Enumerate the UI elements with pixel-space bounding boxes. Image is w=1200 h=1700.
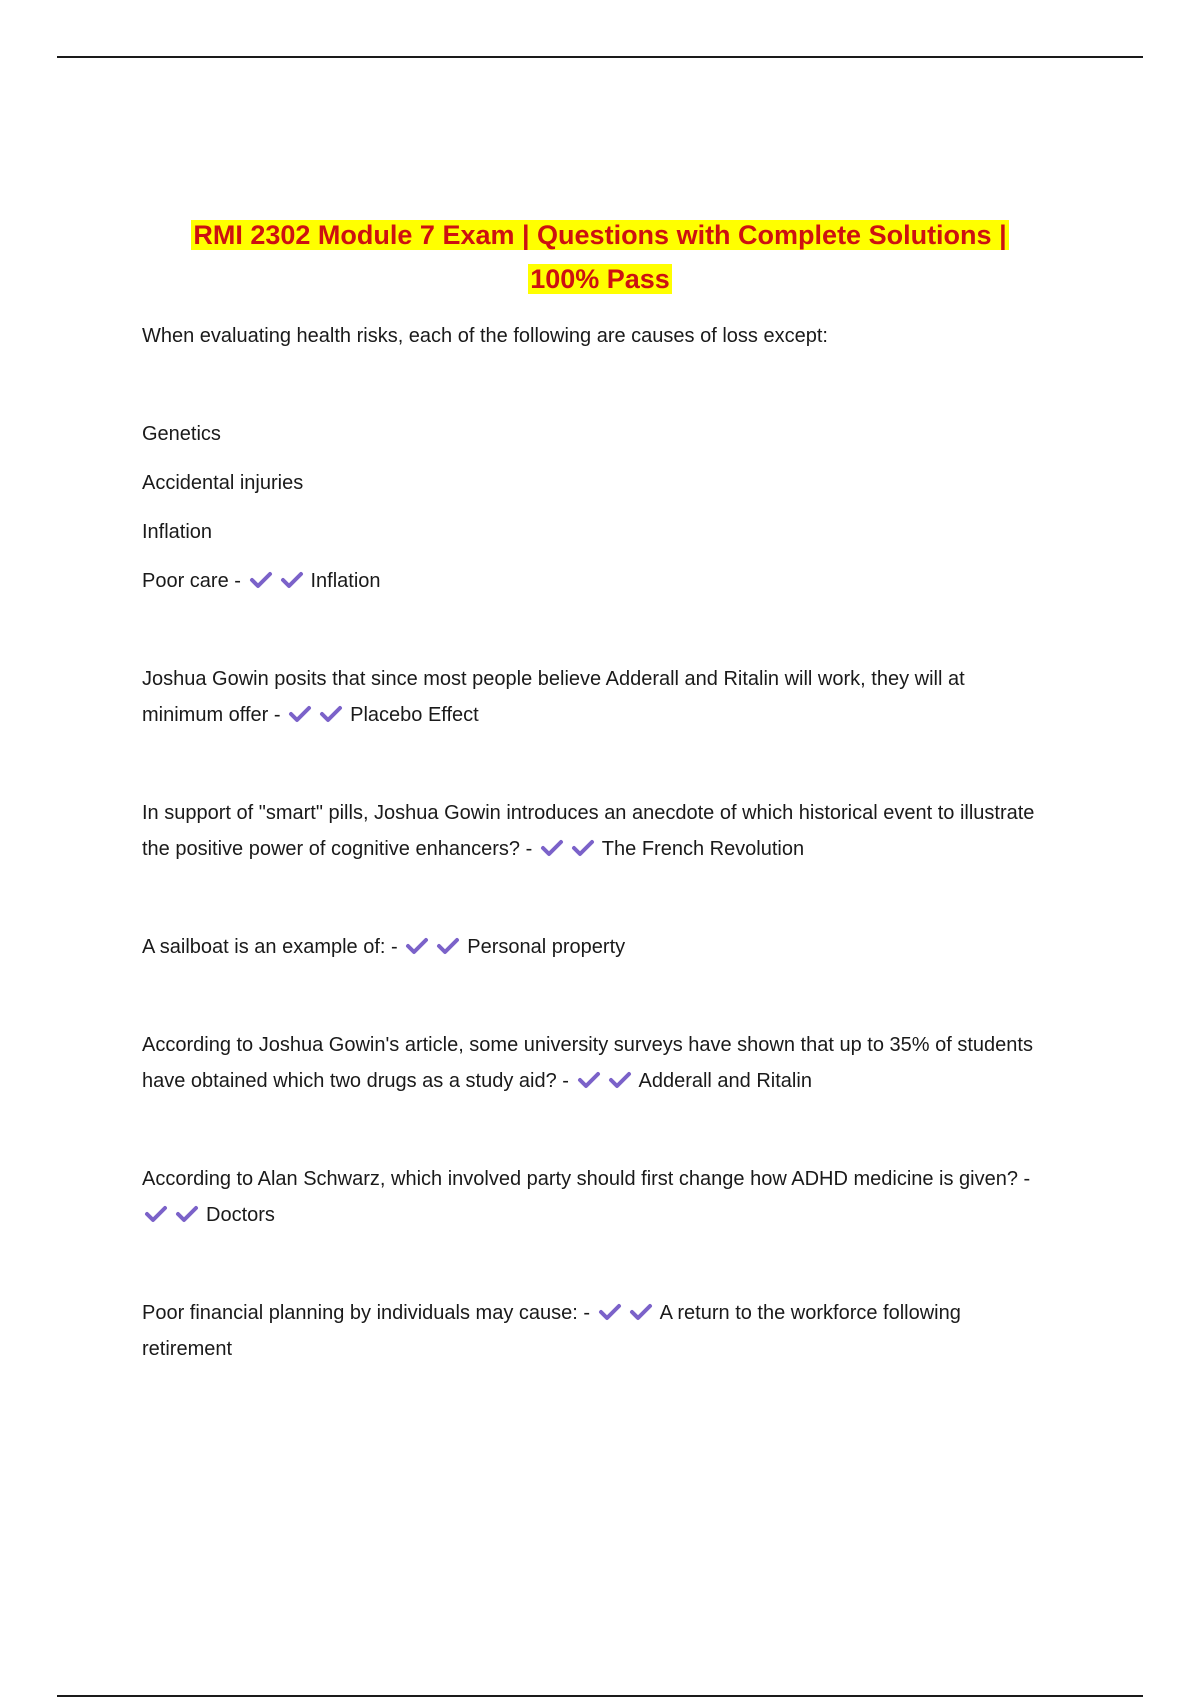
check-icon: [288, 704, 312, 724]
check-icon: [598, 1302, 622, 1322]
question-text: In support of "smart" pills, Joshua Gowin introduces an anecdote of which historical event to illustrate the positive power of cognitive enhancers? -: [142, 802, 1035, 860]
qa-item: [142, 1027, 1042, 1099]
answer-text: Personal property: [467, 936, 626, 958]
answer-text: Adderall and Ritalin: [638, 1070, 812, 1092]
check-icon: [405, 936, 429, 956]
check-icon: [608, 1070, 632, 1090]
qa-item: [142, 929, 1042, 965]
option-poor-care-with-answer: [142, 563, 1042, 599]
check-icon: [144, 1204, 168, 1224]
question-text: According to Joshua Gowin's article, some university surveys have shown that up to 35% of students have obtained which two drugs as a study aid? -: [142, 1034, 1033, 1092]
option-accidental-injuries: Accidental injuries: [142, 472, 304, 494]
qa-item: [142, 1295, 1042, 1367]
answer-text: Placebo Effect: [350, 704, 479, 726]
check-icon: [571, 838, 595, 858]
option-poor-care: Poor care -: [142, 570, 241, 592]
answer-text: Doctors: [206, 1204, 275, 1226]
question-text: Joshua Gowin posits that since most people believe Adderall and Ritalin will work, they will at minimum offer -: [142, 668, 965, 726]
qa-item: [142, 661, 1042, 733]
check-icon: [175, 1204, 199, 1224]
bottom-rule: [57, 1695, 1143, 1697]
option-inflation: Inflation: [142, 521, 213, 543]
option-genetics: Genetics: [142, 423, 221, 445]
answer-text: Inflation: [310, 570, 381, 592]
qa-item: [142, 1161, 1042, 1233]
question-text: When evaluating health risks, each of the following are causes of loss except:: [142, 325, 828, 347]
title-line-1: RMI 2302 Module 7 Exam | Questions with Complete Solutions |: [193, 220, 1007, 250]
top-rule: [57, 56, 1143, 58]
title-line-2: 100% Pass: [530, 264, 670, 294]
question-text: A sailboat is an example of: -: [142, 936, 398, 958]
qa-item: [142, 795, 1042, 867]
check-icon: [540, 838, 564, 858]
check-icon: [249, 570, 273, 590]
page-title: [142, 213, 1058, 301]
check-icon: [319, 704, 343, 724]
qa-list: [142, 318, 1042, 1367]
question-text: Poor financial planning by individuals may cause: -: [142, 1302, 591, 1324]
check-icon: [280, 570, 304, 590]
answer-text: A return to the workforce following retirement: [142, 1302, 961, 1360]
qa-item: [142, 318, 1042, 599]
check-icon: [436, 936, 460, 956]
check-icon: [577, 1070, 601, 1090]
question-text: According to Alan Schwarz, which involved party should first change how ADHD medicine is given? -: [142, 1168, 1031, 1190]
answer-text: The French Revolution: [601, 838, 805, 860]
check-icon: [629, 1302, 653, 1322]
